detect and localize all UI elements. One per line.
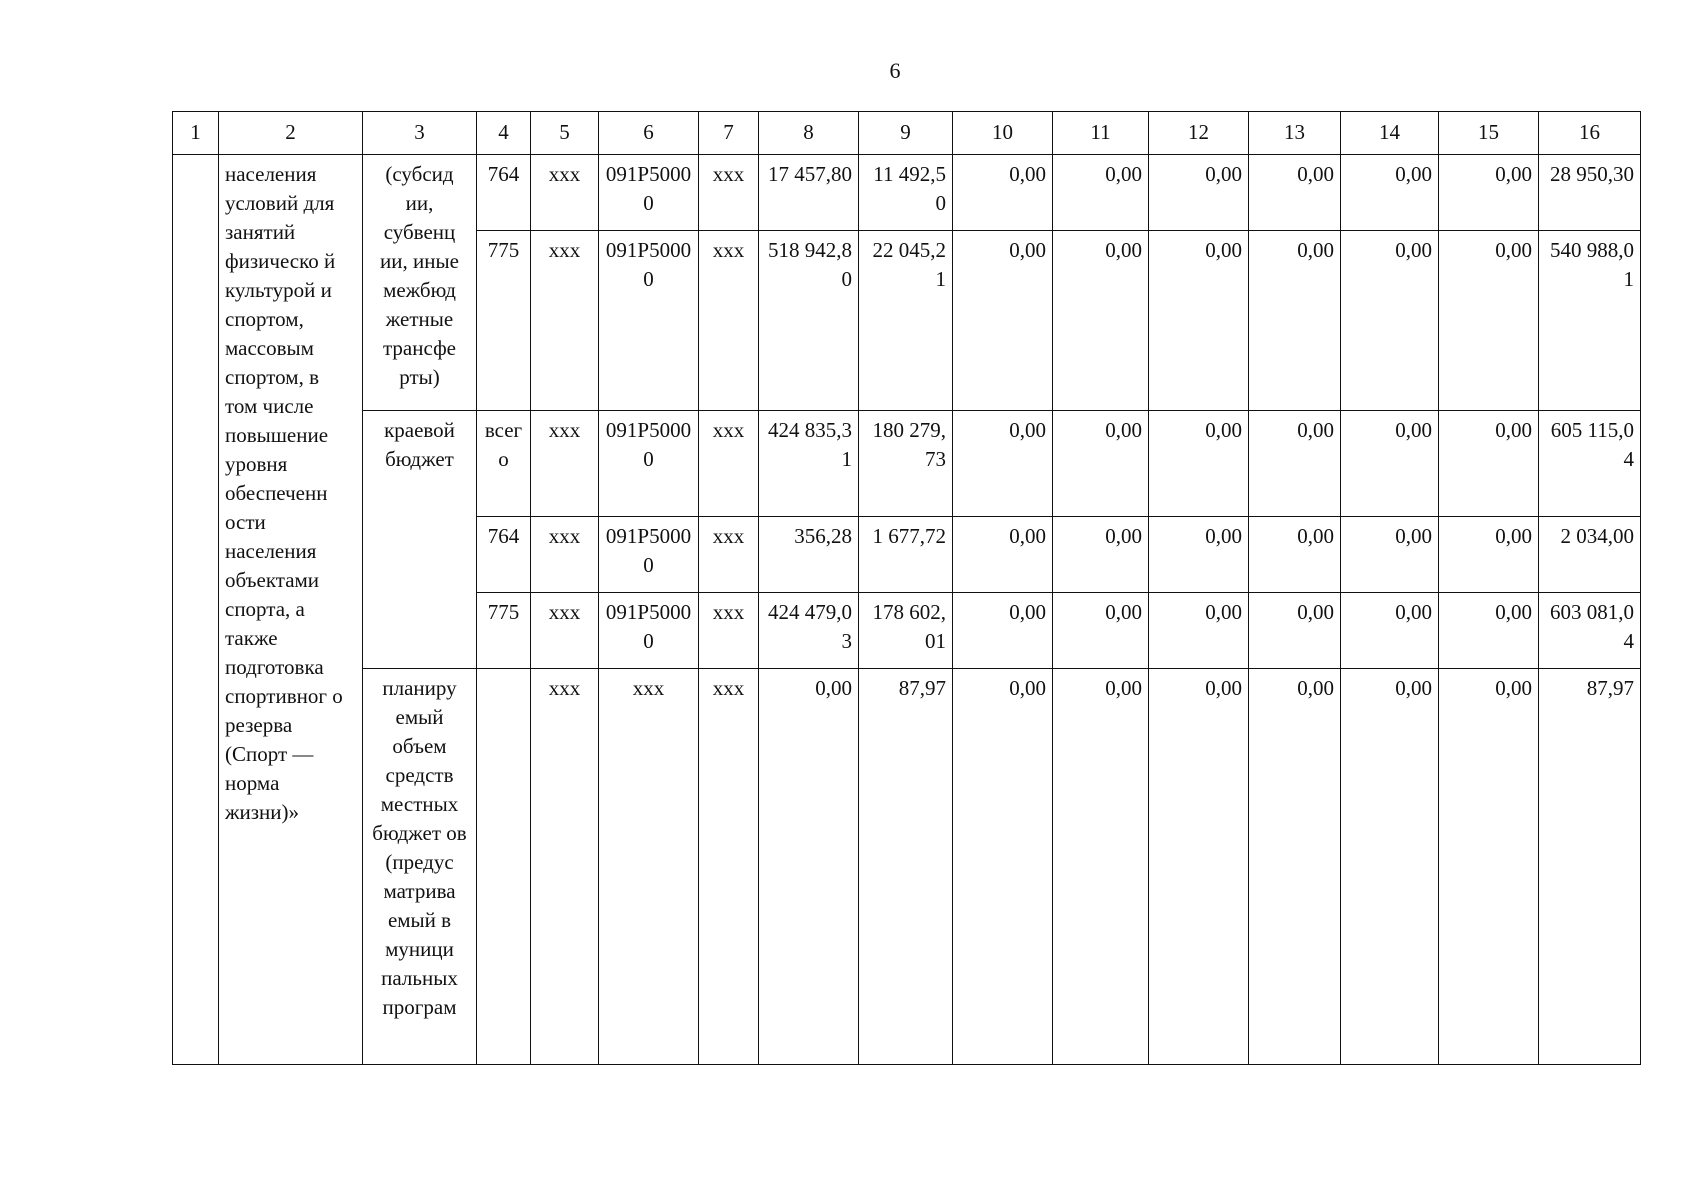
cell-c13: 0,00: [1249, 231, 1341, 411]
cell-c8: 424 479,03: [759, 593, 859, 669]
cell-c12: 0,00: [1149, 593, 1249, 669]
cell-c5: xxx: [531, 231, 599, 411]
header-cell: 4: [477, 112, 531, 155]
cell-c6: 091P50000: [599, 517, 699, 593]
cell-c6: 091P50000: [599, 593, 699, 669]
header-cell: 11: [1053, 112, 1149, 155]
header-cell: 5: [531, 112, 599, 155]
cell-c6: 091P50000: [599, 411, 699, 517]
cell-c13: 0,00: [1249, 593, 1341, 669]
source-local: планиру емый объем средств местных бюджет ов (предус матрива емый в муници пальных програм: [363, 669, 477, 1065]
cell-c12: 0,00: [1149, 517, 1249, 593]
cell-c14: 0,00: [1341, 411, 1439, 517]
source-transfers: (субсид ии, субвенц ии, иные межбюд жетные трансфе рты): [363, 155, 477, 411]
cell-c8: 0,00: [759, 669, 859, 1065]
cell-c15: 0,00: [1439, 231, 1539, 411]
cell-c16: 2 034,00: [1539, 517, 1641, 593]
cell-c4: 764: [477, 517, 531, 593]
cell-c11: 0,00: [1053, 517, 1149, 593]
cell-c7: xxx: [699, 669, 759, 1065]
cell-c4: [477, 669, 531, 1065]
cell-c5: xxx: [531, 669, 599, 1065]
cell-c16: 28 950,30: [1539, 155, 1641, 231]
cell-c15: 0,00: [1439, 593, 1539, 669]
header-cell: 14: [1341, 112, 1439, 155]
cell-c10: 0,00: [953, 411, 1053, 517]
cell-c5: xxx: [531, 593, 599, 669]
cell-c5: xxx: [531, 517, 599, 593]
cell-c9: 180 279,73: [859, 411, 953, 517]
cell-c9: 1 677,72: [859, 517, 953, 593]
cell-c12: 0,00: [1149, 155, 1249, 231]
cell-c16: 605 115,04: [1539, 411, 1641, 517]
header-cell: 16: [1539, 112, 1641, 155]
cell-c7: xxx: [699, 155, 759, 231]
header-cell: 3: [363, 112, 477, 155]
cell-c15: 0,00: [1439, 517, 1539, 593]
cell-c16: 603 081,04: [1539, 593, 1641, 669]
cell-c15: 0,00: [1439, 411, 1539, 517]
header-cell: 12: [1149, 112, 1249, 155]
cell-c12: 0,00: [1149, 231, 1249, 411]
cell-c6: 091P50000: [599, 231, 699, 411]
cell-c6: xxx: [599, 669, 699, 1065]
cell-c10: 0,00: [953, 517, 1053, 593]
cell-c10: 0,00: [953, 593, 1053, 669]
table-row: [173, 411, 1641, 517]
cell-c9: 178 602,01: [859, 593, 953, 669]
cell-c14: 0,00: [1341, 669, 1439, 1065]
cell-c12: 0,00: [1149, 669, 1249, 1065]
cell-c10: 0,00: [953, 669, 1053, 1065]
cell-c16: 540 988,01: [1539, 231, 1641, 411]
cell-c5: xxx: [531, 411, 599, 517]
cell-c14: 0,00: [1341, 593, 1439, 669]
header-cell: 15: [1439, 112, 1539, 155]
header-row: [173, 112, 1641, 155]
cell-c5: xxx: [531, 155, 599, 231]
cell-c10: 0,00: [953, 155, 1053, 231]
header-cell: 10: [953, 112, 1053, 155]
cell-c13: 0,00: [1249, 517, 1341, 593]
cell-c4: 764: [477, 155, 531, 231]
col1-cell: [173, 155, 219, 1065]
header-cell: 2: [219, 112, 363, 155]
cell-c8: 424 835,31: [759, 411, 859, 517]
cell-c4: 775: [477, 231, 531, 411]
cell-c4: 775: [477, 593, 531, 669]
cell-c15: 0,00: [1439, 669, 1539, 1065]
cell-c8: 518 942,80: [759, 231, 859, 411]
cell-c15: 0,00: [1439, 155, 1539, 231]
header-cell: 7: [699, 112, 759, 155]
cell-c9: 11 492,50: [859, 155, 953, 231]
header-cell: 1: [173, 112, 219, 155]
cell-c10: 0,00: [953, 231, 1053, 411]
cell-c6: 091P50000: [599, 155, 699, 231]
cell-c13: 0,00: [1249, 411, 1341, 517]
cell-c12: 0,00: [1149, 411, 1249, 517]
cell-c16: 87,97: [1539, 669, 1641, 1065]
header-cell: 8: [759, 112, 859, 155]
cell-c11: 0,00: [1053, 669, 1149, 1065]
cell-c13: 0,00: [1249, 669, 1341, 1065]
cell-c9: 87,97: [859, 669, 953, 1065]
cell-c14: 0,00: [1341, 517, 1439, 593]
budget-table: [172, 111, 1641, 1065]
cell-c7: xxx: [699, 593, 759, 669]
cell-c11: 0,00: [1053, 155, 1149, 231]
cell-c13: 0,00: [1249, 155, 1341, 231]
table-row: [173, 155, 1641, 231]
cell-c11: 0,00: [1053, 231, 1149, 411]
cell-c14: 0,00: [1341, 231, 1439, 411]
header-cell: 13: [1249, 112, 1341, 155]
cell-c7: xxx: [699, 231, 759, 411]
source-regional: краевой бюджет: [363, 411, 477, 669]
cell-c7: xxx: [699, 517, 759, 593]
measure-description: населения условий для занятий физическо й культурой и спортом, массовым спортом, в том числе повышение уровня обеспеченн ости населения объектами спорта, а также подготовка спортивног о резерва (Спорт — норма жизни)»: [219, 155, 363, 1065]
page-number: 6: [889, 58, 901, 83]
header-cell: 6: [599, 112, 699, 155]
cell-c4: всего: [477, 411, 531, 517]
table-row: [173, 669, 1641, 1065]
cell-c11: 0,00: [1053, 411, 1149, 517]
cell-c11: 0,00: [1053, 593, 1149, 669]
cell-c8: 17 457,80: [759, 155, 859, 231]
cell-c7: xxx: [699, 411, 759, 517]
header-cell: 9: [859, 112, 953, 155]
cell-c9: 22 045,21: [859, 231, 953, 411]
cell-c14: 0,00: [1341, 155, 1439, 231]
cell-c8: 356,28: [759, 517, 859, 593]
